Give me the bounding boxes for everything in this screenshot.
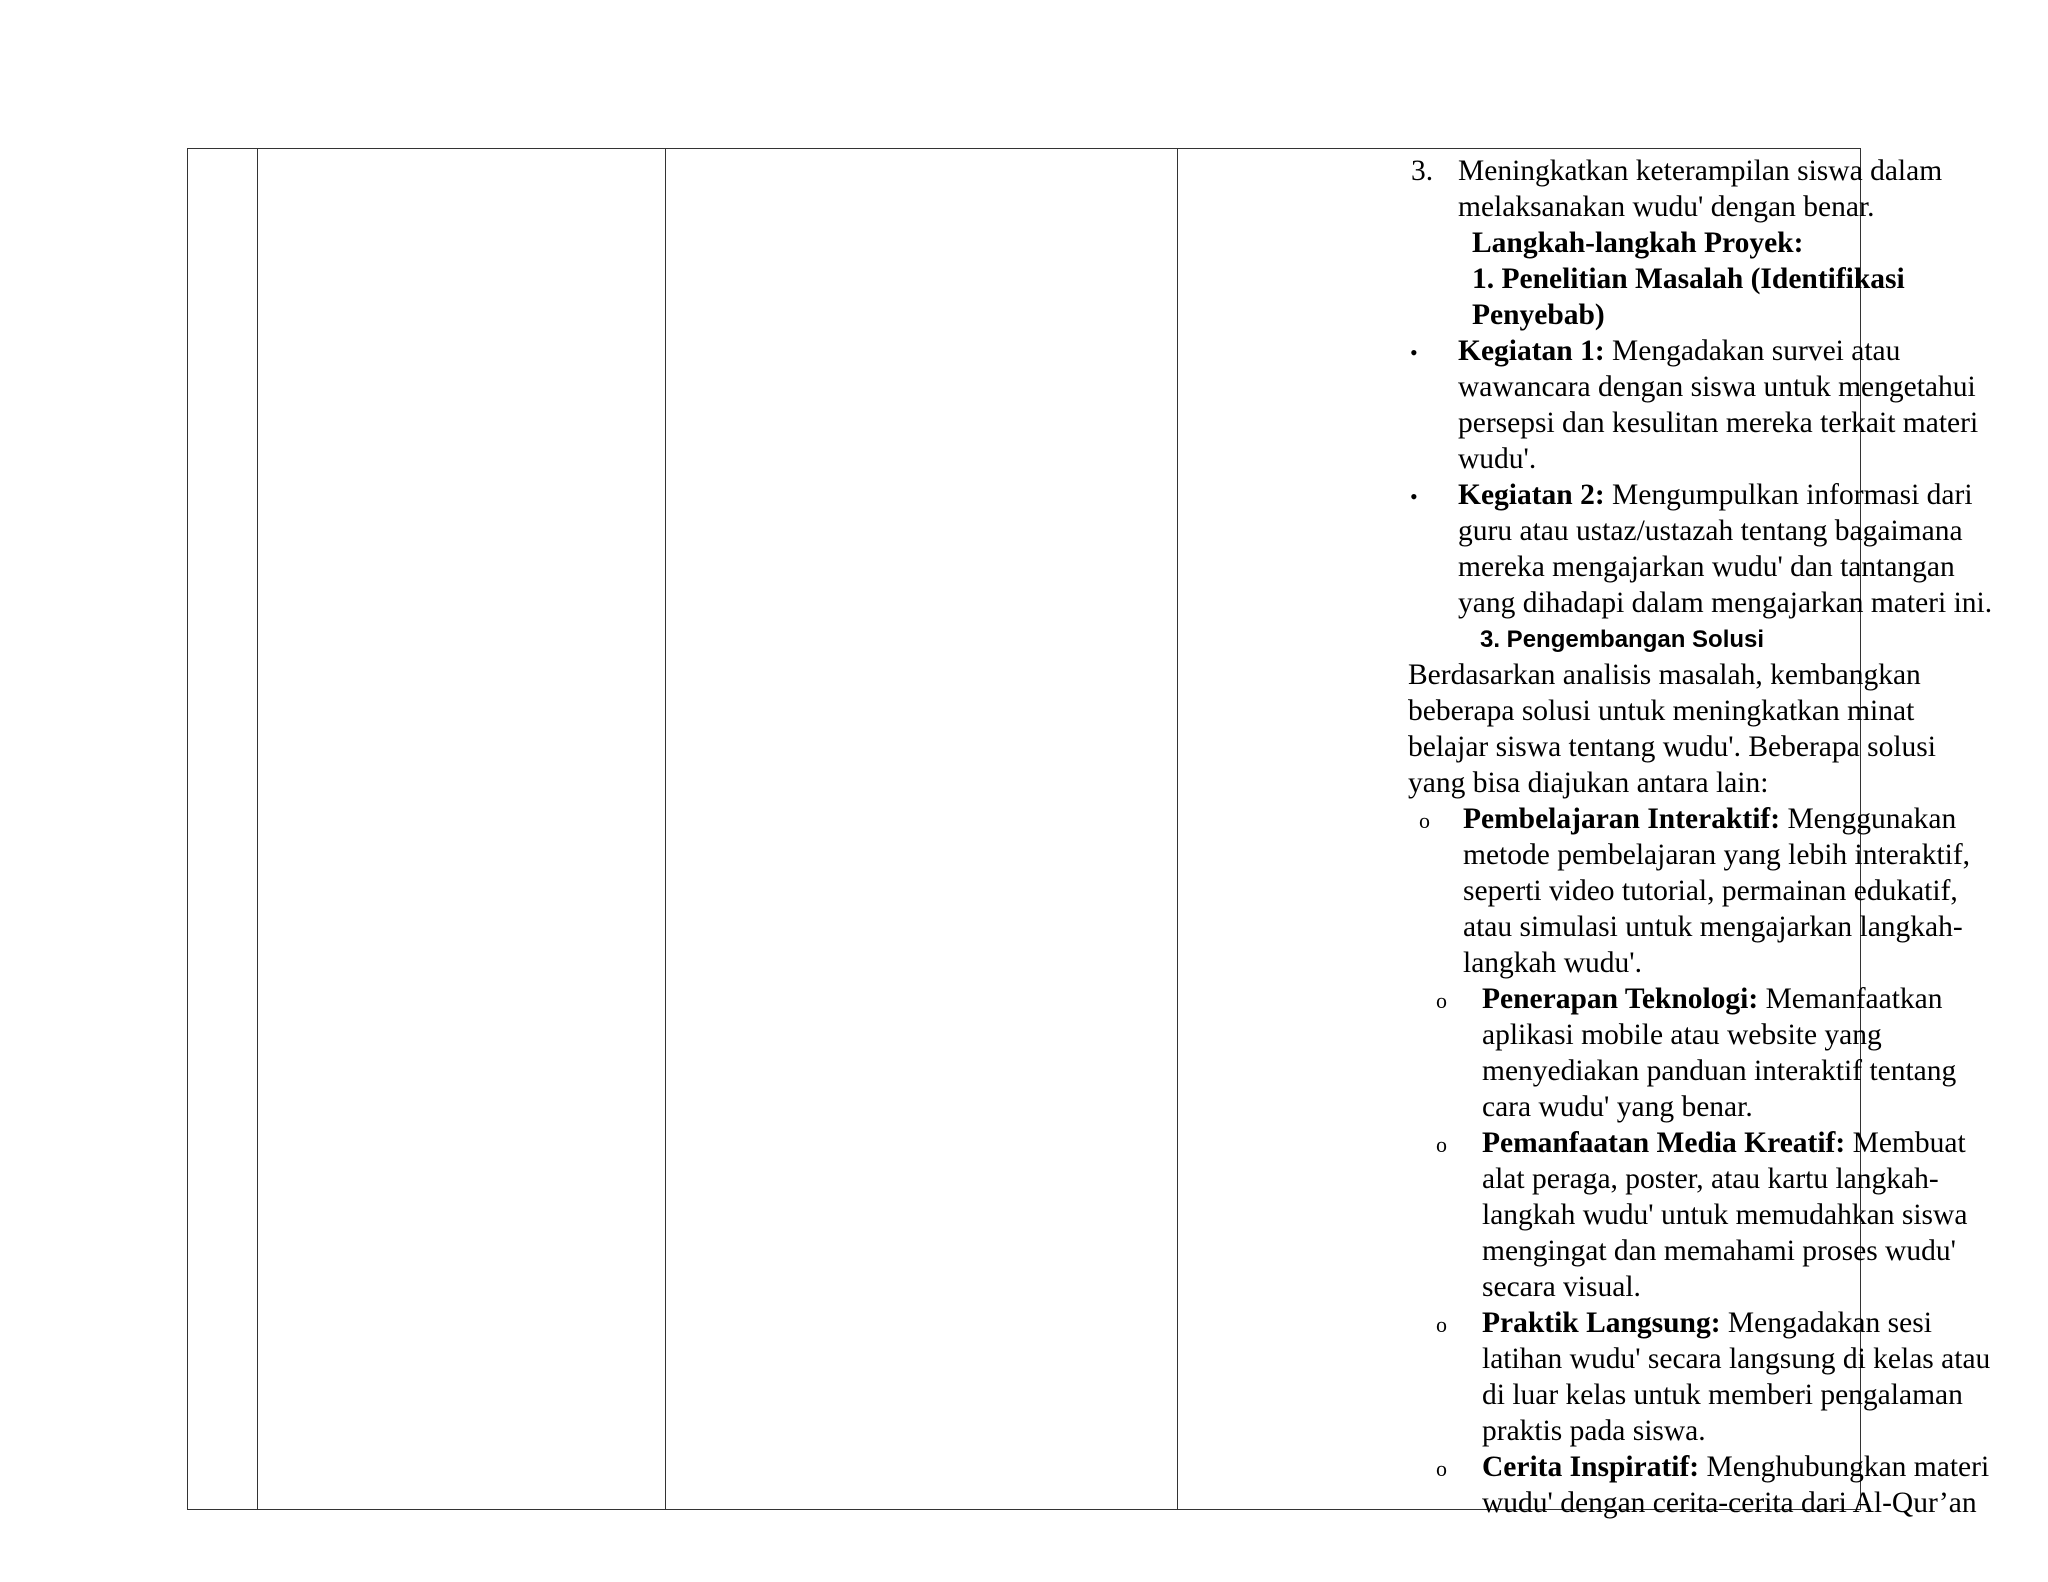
solution4-text-1: Mengadakan sesi	[1727, 1307, 1932, 1339]
kegiatan1-line-4: wudu'.	[1458, 443, 1537, 475]
solution3-label: Pemanfaatan Media Kreatif:	[1482, 1127, 1846, 1159]
solution2-label: Penerapan Teknologi:	[1482, 983, 1759, 1015]
solution5-text-1: Menghubungkan materi	[1706, 1451, 1990, 1483]
solution4-line-3: di luar kelas untuk memberi pengalaman	[1482, 1379, 1963, 1411]
item3-line-1: Meningkatkan keterampilan siswa dalam	[1458, 155, 1943, 187]
solution3-line-2: alat peraga, poster, atau kartu langkah-	[1482, 1163, 1939, 1195]
intro-line-1: Berdasarkan analisis masalah, kembangkan	[1408, 659, 1921, 691]
solution5-line-1	[1482, 1449, 1989, 1485]
solution1-line-1	[1463, 801, 1956, 837]
bullet-icon: •	[1410, 340, 1418, 365]
circle-bullet-icon: o	[1436, 988, 1447, 1013]
circle-bullet-icon: o	[1419, 808, 1430, 833]
solution3-line-5: secara visual.	[1482, 1271, 1641, 1303]
kegiatan1-text-1: Mengadakan survei atau	[1612, 335, 1901, 367]
solution1-line-3: seperti video tutorial, permainan edukatif,	[1463, 875, 1958, 907]
bullet-icon: •	[1410, 484, 1418, 509]
solution2-line-3: menyediakan panduan interaktif tentang	[1482, 1055, 1957, 1087]
solution2-line-2: aplikasi mobile atau website yang	[1482, 1019, 1882, 1051]
kegiatan2-label: Kegiatan 2:	[1458, 479, 1605, 511]
circle-bullet-icon: o	[1436, 1456, 1447, 1481]
solution2-text-1: Memanfaatkan	[1765, 983, 1943, 1015]
kegiatan1-line-3: persepsi dan kesulitan mereka terkait materi	[1458, 407, 1979, 439]
kegiatan2-text-1: Mengumpulkan informasi dari	[1612, 479, 1973, 511]
intro-line-3: belajar siswa tentang wudu'. Beberapa solusi	[1408, 731, 1936, 763]
solution2-line-1	[1482, 981, 1943, 1017]
column-divider-3	[1177, 149, 1178, 1509]
kegiatan2-line-2: guru atau ustaz/ustazah tentang bagaimana	[1458, 515, 1963, 547]
solution3-text-1: Membuat	[1852, 1127, 1966, 1159]
column-divider-1	[257, 149, 258, 1509]
item3-line-2: melaksanakan wudu' dengan benar.	[1458, 191, 1875, 223]
kegiatan2-line-1	[1458, 477, 1973, 513]
solution1-line-5: langkah wudu'.	[1463, 947, 1643, 979]
solution3-line-4: mengingat dan memahami proses wudu'	[1482, 1235, 1956, 1267]
intro-line-2: beberapa solusi untuk meningkatkan minat	[1408, 695, 1915, 727]
solution4-line-2: latihan wudu' secara langsung di kelas atau	[1482, 1343, 1991, 1375]
solution4-line-4: praktis pada siswa.	[1482, 1415, 1706, 1447]
step1-heading-line-2: Penyebab)	[1472, 299, 1605, 331]
solution1-text-1: Menggunakan	[1787, 803, 1957, 835]
step1-heading-line-1: 1. Penelitian Masalah (Identifikasi	[1472, 263, 1905, 295]
solution1-line-4: atau simulasi untuk mengajarkan langkah-	[1463, 911, 1963, 943]
solution4-label: Praktik Langsung:	[1482, 1307, 1721, 1339]
steps-heading: Langkah-langkah Proyek:	[1472, 227, 1804, 259]
kegiatan2-line-3: mereka mengajarkan wudu' dan tantangan	[1458, 551, 1955, 583]
solution4-line-1	[1482, 1305, 1932, 1341]
kegiatan1-line-1	[1458, 333, 1900, 369]
solution5-line-2: wudu' dengan cerita-cerita dari Al-Qur’an	[1482, 1487, 1977, 1519]
solution1-line-2: metode pembelajaran yang lebih interaktif,	[1463, 839, 1971, 871]
solution1-label: Pembelajaran Interaktif:	[1463, 803, 1781, 835]
kegiatan2-line-4: yang dihadapi dalam mengajarkan materi ini.	[1458, 587, 1993, 619]
circle-bullet-icon: o	[1436, 1132, 1447, 1157]
column-divider-2	[665, 149, 666, 1509]
solution2-line-4: cara wudu' yang benar.	[1482, 1091, 1753, 1123]
step3-heading: 3. Pengembangan Solusi	[1480, 626, 1765, 653]
circle-bullet-icon: o	[1436, 1312, 1447, 1337]
list-number: 3.	[1411, 155, 1434, 187]
solution3-line-1	[1482, 1125, 1966, 1161]
document-table	[187, 148, 1993, 1519]
table-cell-content	[1365, 149, 1993, 1519]
kegiatan1-line-2: wawancara dengan siswa untuk mengetahui	[1458, 371, 1976, 403]
solution5-label: Cerita Inspiratif:	[1482, 1451, 1700, 1483]
solution3-line-3: langkah wudu' untuk memudahkan siswa	[1482, 1199, 1968, 1231]
intro-line-4: yang bisa diajukan antara lain:	[1408, 767, 1769, 799]
kegiatan1-label: Kegiatan 1:	[1458, 335, 1605, 367]
